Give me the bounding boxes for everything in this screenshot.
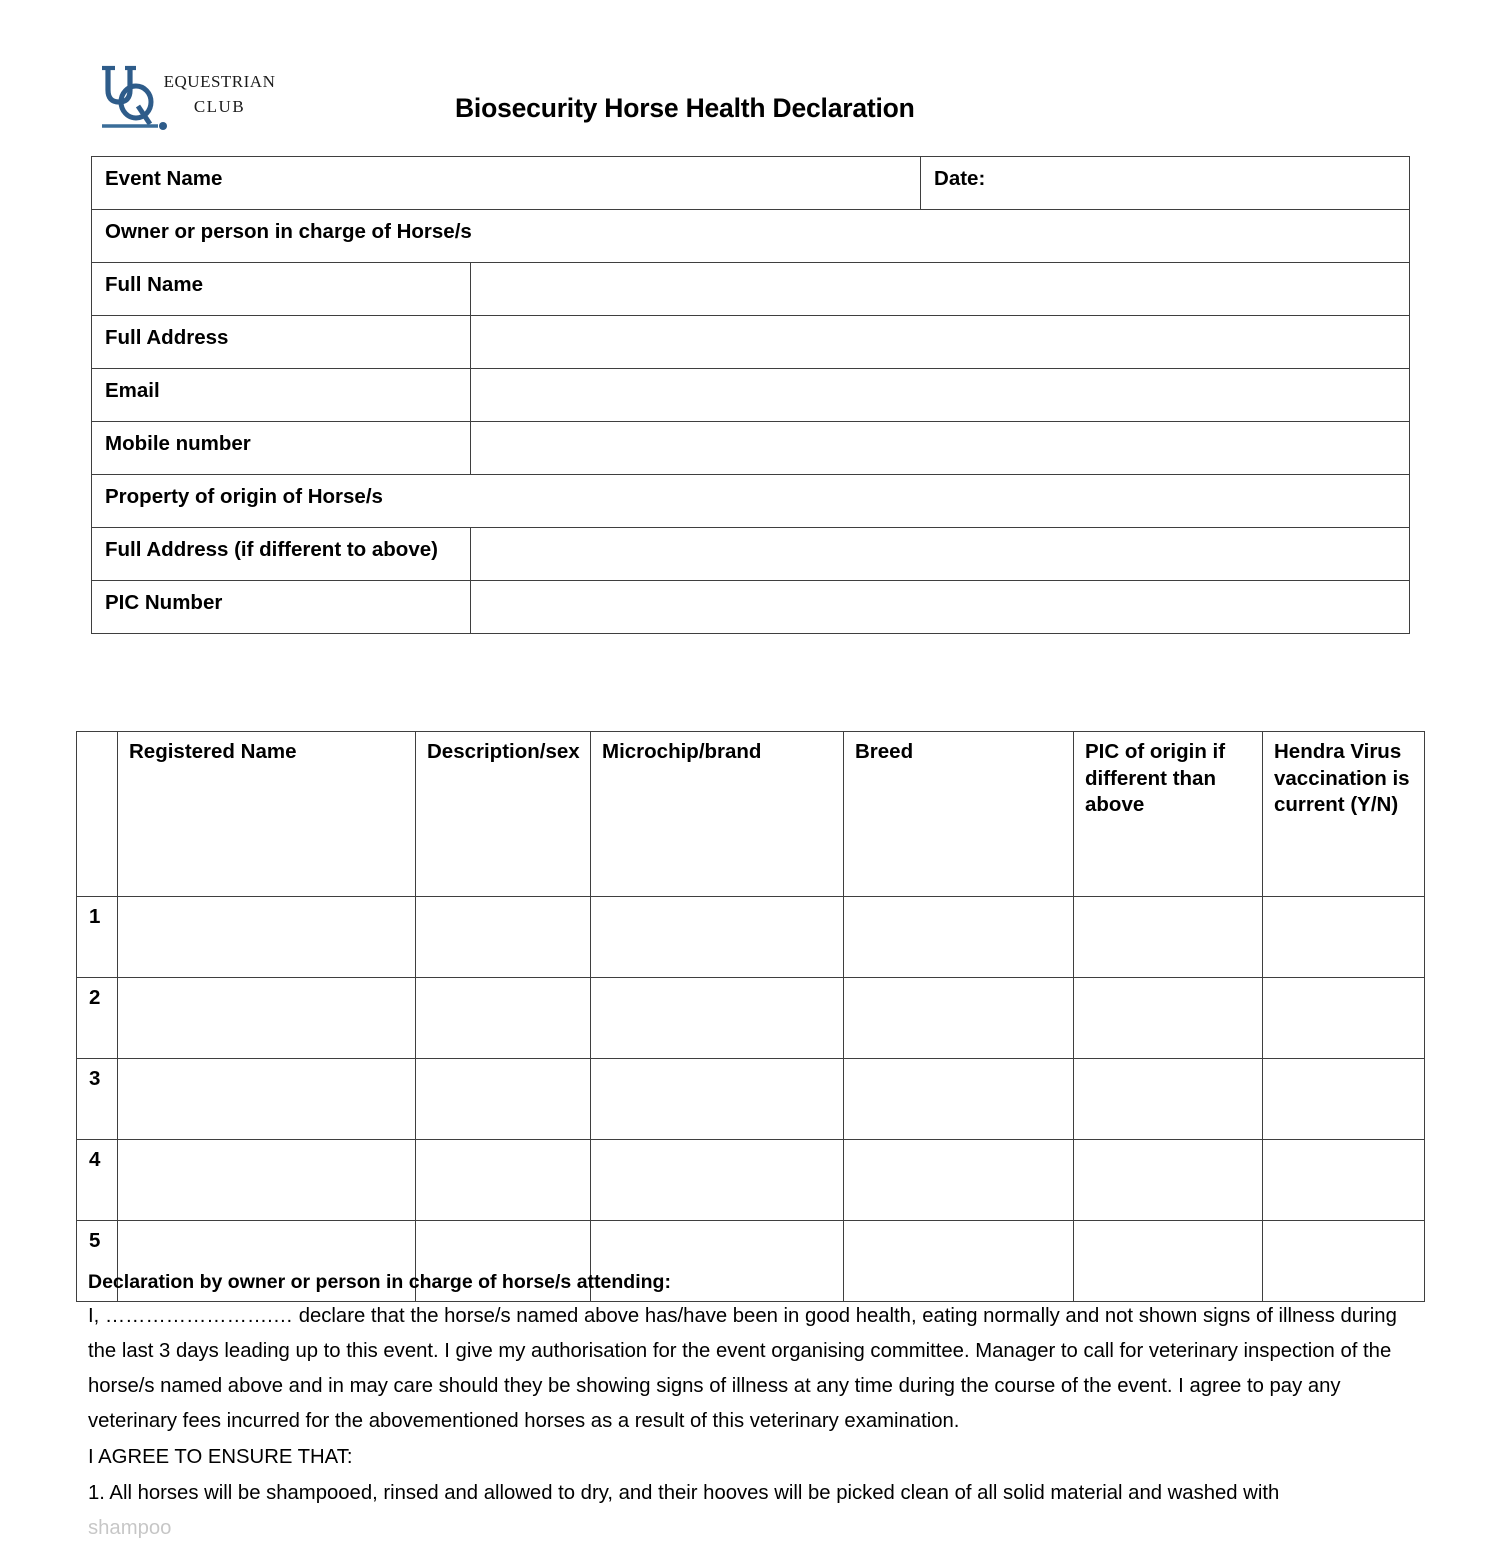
declaration-item-1: 1. All horses will be shampooed, rinsed and allowed to dry, and their hooves will be picked clean of all solid material and washed with (88, 1481, 1280, 1504)
field-full-address-if-different[interactable] (471, 528, 1410, 581)
table-row-full-address (92, 316, 1410, 369)
cell-breed[interactable] (844, 978, 1074, 1059)
cell-registered-name[interactable] (118, 897, 416, 978)
label-full-address: Full Address (92, 316, 471, 369)
cell-description-sex[interactable] (416, 1059, 591, 1140)
logo-line-1: EQUESTRIAN (163, 72, 276, 91)
table-row (77, 1140, 1425, 1221)
field-email[interactable] (471, 369, 1410, 422)
table-row-mobile-number (92, 422, 1410, 475)
page-title: Biosecurity Horse Health Declaration (455, 93, 915, 123)
cell-description-sex[interactable] (416, 1140, 591, 1221)
header-pic-of-origin: PIC of origin if different than above (1074, 732, 1263, 897)
cell-registered-name[interactable] (118, 1059, 416, 1140)
table-row-full-address-origin (92, 528, 1410, 581)
cell-hendra[interactable] (1263, 897, 1425, 978)
row-number: 1 (77, 897, 118, 978)
row-number: 5 (77, 1221, 118, 1302)
cell-description-sex[interactable] (416, 897, 591, 978)
cell-breed[interactable] (844, 1140, 1074, 1221)
table-row (77, 978, 1425, 1059)
field-full-address[interactable] (471, 316, 1410, 369)
declaration-section (88, 1268, 1423, 1539)
label-full-address-if-different: Full Address (if different to above) (92, 528, 471, 581)
label-mobile-number: Mobile number (92, 422, 471, 475)
cell-microchip-brand[interactable] (591, 1140, 844, 1221)
declaration-agree-heading: I AGREE TO ENSURE THAT: (88, 1445, 353, 1468)
cell-breed[interactable] (844, 897, 1074, 978)
header-row-number (77, 732, 118, 897)
declaration-body-text: I, …………………….… declare that the horse/s named above has/have been in good health, eating normally and not shown signs of illness during the last 3 days leading up to this event. I give my authorisation for the event organising committee. Manager to call for veterinary inspection of the horse/s named above and in may care should they be showing signs of illness at any time during the course of the event. I agree to pay any veterinary fees incurred for the abovementioned horses as a result of this veterinary examination. (88, 1305, 1397, 1432)
cell-microchip-brand[interactable] (591, 978, 844, 1059)
table-row (77, 1059, 1425, 1140)
table-row (77, 897, 1425, 978)
cell-breed[interactable] (844, 1059, 1074, 1140)
header-hendra-vaccination: Hendra Virus vaccination is current (Y/N) (1263, 732, 1425, 897)
cell-pic-of-origin[interactable] (1074, 1059, 1263, 1140)
cell-microchip-brand[interactable] (591, 897, 844, 978)
label-property-of-origin: Property of origin of Horse/s (92, 475, 1410, 528)
cell-pic-of-origin[interactable] (1074, 978, 1263, 1059)
cell-pic-of-origin[interactable] (1074, 897, 1263, 978)
uq-equestrian-club-logo (100, 62, 275, 134)
header-registered-name: Registered Name (118, 732, 416, 897)
field-full-name[interactable] (471, 263, 1410, 316)
declaration-item-1-continuation: shampoo (88, 1516, 172, 1539)
label-full-name: Full Name (92, 263, 471, 316)
header-description-sex: Description/sex (416, 732, 591, 897)
cell-registered-name[interactable] (118, 978, 416, 1059)
cell-hendra[interactable] (1263, 1059, 1425, 1140)
field-pic-number[interactable] (471, 581, 1410, 634)
logo-line-2: CLUB (193, 96, 246, 116)
table-row-email (92, 369, 1410, 422)
cell-description-sex[interactable] (416, 978, 591, 1059)
owner-details-table (91, 156, 1410, 634)
header-microchip-brand: Microchip/brand (591, 732, 844, 897)
table-row-full-name (92, 263, 1410, 316)
cell-registered-name[interactable] (118, 1140, 416, 1221)
row-number: 2 (77, 978, 118, 1059)
table-row-pic-number (92, 581, 1410, 634)
document-header (0, 0, 1500, 123)
label-event-name: Event Name (92, 157, 921, 210)
horse-table-header-row (77, 732, 1425, 897)
cell-hendra[interactable] (1263, 1140, 1425, 1221)
row-number: 4 (77, 1140, 118, 1221)
field-mobile-number[interactable] (471, 422, 1410, 475)
logo-wordmark (162, 70, 277, 119)
label-owner-in-charge: Owner or person in charge of Horse/s (92, 210, 1410, 263)
table-row-owner-heading (92, 210, 1410, 263)
table-row-property-heading (92, 475, 1410, 528)
horse-details-table (76, 731, 1425, 1302)
table-row-event-name (92, 157, 1410, 210)
cell-pic-of-origin[interactable] (1074, 1140, 1263, 1221)
cell-microchip-brand[interactable] (591, 1059, 844, 1140)
label-pic-number: PIC Number (92, 581, 471, 634)
declaration-heading: Declaration by owner or person in charge of horse/s attending: (88, 1271, 671, 1293)
header-breed: Breed (844, 732, 1074, 897)
label-date[interactable]: Date: (921, 157, 1410, 210)
cell-hendra[interactable] (1263, 978, 1425, 1059)
row-number: 3 (77, 1059, 118, 1140)
label-email: Email (92, 369, 471, 422)
